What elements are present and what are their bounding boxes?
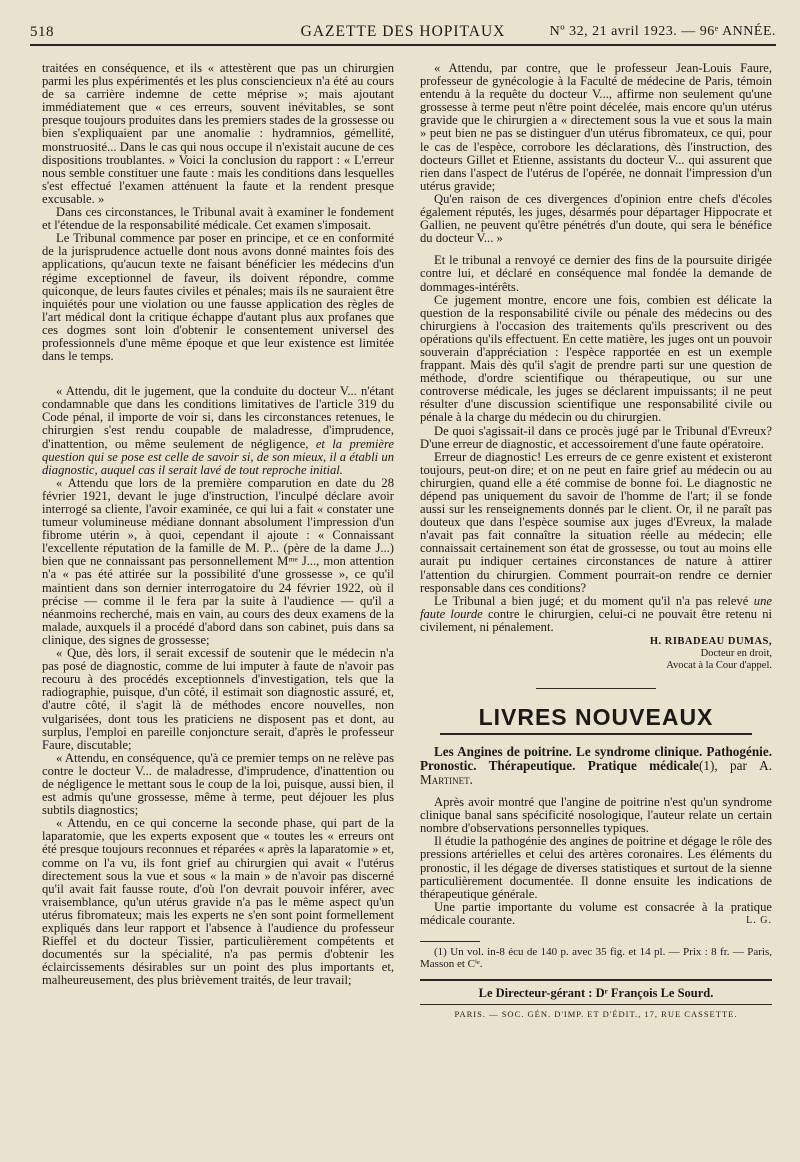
section-divider (536, 688, 656, 689)
right-column (420, 62, 772, 1021)
paragraph: Dans ces circonstances, le Tribunal avait à examiner le fondement et l'étendue de la responsabilité médicale. Cet examen s'imposait. (42, 205, 394, 233)
paragraph (420, 595, 772, 634)
paragraph: traitées en conséquence, et ils « attestèrent que pas un chirurgien parmi les plus expérimentés et les plus consciencieux n'a été au cours de sa carrière indemne de cette méprise »; mais ajoutant immédiatement que « ces erreurs, souvent inévitables, se sont presque toujours produites dans les premiers stades de la grossesse ou bien s'expliquaient par une anomalie : hydramnios, gémellité, monstruosité... Dans le cas qui nous occupe il n'existait aucune de ces dispositions troublantes. » Voici la conclusion du rapport : « L'erreur nous semble constituer une faute : mais les conditions dans lesquelles s'est effectué l'examen atténuent la faute et la rendent presque excusable. » (42, 61, 394, 206)
signature-name: H. RIBADEAU DUMAS, (649, 636, 772, 648)
paragraph: « Attendu que lors de la première comparution en date du 28 février 1921, devant le juge d'instruction, l'inculpé déclare avoir interrogé sa cliente, l'avoir examinée, ce qui lui a fait « constater une tumeur volumineuse médiane donnant absolument l'impression d'un fibrome utérin », à quoi, cependant il ajoute : « Connaissant l'excellente réputation de la famille de M. P... (père de la dame J...) bien que ne connaissant pas personnellement Mᵐᵉ J..., mon attention n'a « pas été attirée sur la possibilité d'une grossesse », ce qu'il maintient dans son dernier interrogatoire du 24 février 1922, où il précise — comme il le fera par la suite à l'audience — qu'il a néanmoins recherché, mais en vain, au cours des deux examens de la malade, auxquels il a procédé d'abord dans son cabinet, puis dans sa clinique, des signes de grossesse; (42, 475, 394, 647)
book-title-text: Les Angines de poitrine. Le syndrome clinique. Pathogénie. Pronostic. Thérapeutique. Pratique médicale (420, 744, 772, 774)
paragraph: « Attendu, en conséquence, qu'à ce premier temps on ne relève pas contre le docteur V... de maladresse, d'imprudence, d'inattention ou de négligence le mettant sous le coup de la loi, puisque, aussi bien, il est admis qu'une grossesse, même à terme, peut déjouer les plus subtils diagnostics; (42, 750, 394, 818)
signature (420, 636, 772, 672)
footnote-rule (420, 941, 480, 942)
header-rule (30, 44, 776, 46)
paragraph-text: Le Tribunal a bien jugé; et du moment qu'il n'a pas relevé (434, 593, 749, 608)
paragraph-text: « Attendu, dit le jugement, que la conduite du docteur V... n'étant condamnable que dans les conditions limitatives de l'article 319 du Code pénal, il importe de voir si, dans les circonstances retenues, le chirurgien s'est rendu coupable de maladresse, d'imprudence, d'inattention, ou même seulement de négligence, (42, 384, 394, 451)
paragraph: Ce jugement montre, encore une fois, combien est délicate la question de la responsabilité civile ou pénale des médecins ou des chirurgiens à l'occasion des traitements qu'ils prescrivent ou des opérations qu'ils effectuent. En cette matière, les juges ont un pouvoir souverain d'appréciation : l'espèce rapportée en est un exemple frappant. Mais dès qu'il s'agit de prendre parti sur une question de méthode, d'ordre scientifique ou thérapeutique, ou sur une controverse médicale, les juges se déclarent impuissants; il ne peut résulter d'une discussion scientifique une responsabilité civile ou pénale à la charge du médecin ou du chirurgien. (420, 292, 772, 425)
footnote-ref: (1) (698, 758, 715, 774)
manager-line: Le Directeur-gérant : Dʳ François Le Sourd. (478, 985, 714, 1000)
paragraph-text: contre le chirurgien, celui-ci ne pouvait être retenu ni civilement, ni pénalement. (420, 606, 773, 634)
book-title (420, 745, 772, 787)
italic-text: et la première question qui se pose est celle de savoir si, de son mieux, il a établi un diagnostic, auquel cas il serait lavé de tout reproche initial. (42, 436, 394, 477)
footer-rule (420, 979, 772, 981)
footnote: (1) Un vol. in-8 écu de 140 p. avec 35 fig. et 14 pl. — Prix : 8 fr. — Paris, Masson et Cⁱᵉ. (420, 945, 772, 971)
paragraph: « Attendu, par contre, que le professeur Jean-Louis Faure, professeur de gynécologie à la Faculté de médecine de Paris, témoin entendu à la requête du docteur V..., affirme non seulement qu'une grossesse à terme peut n'être point décelée, mais encore qu'un utérus gravide que le chirurgien a « directement sous la vue et sous la main » peut bien ne pas se distinguer d'un utérus fibromateux, ce qui, pour le cas de l'espèce, corrobore les déclarations, dès l'instruction, des docteurs Gillet et Etienne, assistants du docteur V... qui assurent que rien dans l'aspect de l'utérus de l'opérée, ne donnait l'impression d'un utérus gravide; (420, 61, 772, 193)
signature-title: Avocat à la Cour d'appel. (666, 660, 772, 672)
signature-title: Docteur en droit, (700, 648, 772, 660)
printer-line: PARIS. — SOC. GÉN. D'IMP. ET D'ÉDIT., 17, RUE CASSETTE. (420, 1004, 772, 1021)
paragraph: De quoi s'agissait-il dans ce procès jugé par le Tribunal d'Evreux? D'une erreur de diagnostic, et accessoirement d'une faute opératoire. (420, 423, 772, 451)
issue-info: Nº 32, 21 avril 1923. — 96ᵉ ANNÉE. (549, 24, 776, 39)
paragraph (42, 385, 394, 477)
paragraph: Erreur de diagnostic! Les erreurs de ce genre existent et existeront toujours, peut-on dire; et on ne peut en faire grief au médecin ou au chirurgien, quand elle a été commise de bonne foi. Le diagnostic ne dépend pas uniquement du savoir de l'homme de l'art; il se fonde aussi sur les renseignements donnés par le client. Or, il ne paraît pas douteux que dans l'espèce soumise aux juges d'Evreux, la malade n'avait pas fait connaître la situation réelle au médecin; elle connaissait certainement son état de grossesse, ou tout au moins elle aurait pu indiquer certaines circonstances de nature à attirer l'attention du chirurgien. Comment pourrait-on rendre ce dernier responsable dans ces conditions? (420, 449, 772, 595)
paragraph: Qu'en raison de ces divergences d'opinion entre chefs d'écoles également réputés, les juges, désarmés pour départager Hippocrate et Gallien, ne peuvent qu'être pénétrés d'un doute, qui sera le bénéfice du docteur V... » (420, 191, 772, 246)
left-column (42, 62, 394, 987)
book-author: A. Martinet. (420, 758, 772, 788)
paragraph: « Attendu, en ce qui concerne la seconde phase, qui part de la laparatomie, que les experts exposent que « toutes les « erreurs ont été presque toujours reconnues et réparées « après la laparatomie » et, comme on l'a vu, ils font grief au chirurgien qui avait « l'utérus directement sous la vue et sous « la main » de n'avoir pas discerné qu'il avait fait fausse route, d'où l'on devrait pouvoir inférer, avec vraisemblance, qu'un utérus gravide n'a pas le même aspect qu'un utérus fibromateux; mais les experts ne s'en sont point formellement expliqués dans leur rapport et l'absence à l'audience du professeur Rieffel et du docteur Tissier, particulièrement compétents et documentés sur la spécialité, n'a pas permis d'obtenir les éclaircissements désirables sur un point des plus importants et, malheureusement, des plus brièvement traités, de leur travail; (42, 816, 394, 988)
paragraph (420, 901, 772, 927)
section-title: LIVRES NOUVEAUX (478, 704, 714, 731)
italic-text: une faute lourde (420, 593, 772, 621)
paragraph: Et le tribunal a renvoyé ce dernier des fins de la poursuite dirigée contre lui, et déclaré en conséquence mal fondée la demande de dommages-intérêts. (420, 253, 772, 294)
by-text: , par (714, 758, 747, 774)
section-rule (440, 733, 752, 735)
page-header (30, 22, 776, 42)
paragraph-text: Une partie importante du volume est consacrée à la pratique médicale courante. (420, 899, 772, 927)
paragraph: Après avoir montré que l'angine de poitrine n'est qu'un syndrome clinique banal sans spécificité nosologique, l'auteur relate un certain nombre d'observations personnelles typiques. (420, 795, 772, 836)
page-number: 518 (30, 24, 54, 40)
paragraph: Il étudie la pathogénie des angines de poitrine et dégage le rôle des pressions artérielles et celui des artères coronaires. Les éléments du pronostic, il les dégage de diverses statistiques et surtout de la sienne particulièrement documentée. Il donne ensuite les indications de thérapeutique générale. (420, 834, 772, 901)
paragraph: « Que, dès lors, il serait excessif de soutenir que le médecin n'a pas posé de diagnostic, comme de lui imputer à faute de n'avoir pas recouru à des procédés exceptionnels d'investigation, tels que la radiographie, puisque, d'un côté, il estimait son diagnostic assuré, et, d'autre côté, il s'agit là de méthodes encore nouvelles, non vulgarisées, dont tous les praticiens ne disposent pas et dont, au surplus, l'emploi en pareille conjoncture serait, d'après le professeur Faure, discutable; (42, 646, 394, 752)
paragraph: Le Tribunal commence par poser en principe, et ce en conformité de la jurisprudence actuelle dont nous avons donné maintes fois des applications, qu'aucun texte ne faisant bénéficier les médecins d'un régime exceptionnel de faveur, ils doivent répondre, comme quiconque, de leurs fautes civiles et pénales; mais ils ne sauraient être inquiétés pour une violation ou une fausse application des règles de l'art médical dont la critique échappe d'autant plus aux profanes que ces dogmes sont loin d'obtenir le consentement universel des professionnels d'une même époque et que leur existence est limitée dans le temps. (42, 231, 394, 364)
journal-title: GAZETTE DES HOPITAUX (300, 23, 506, 40)
review-initials: L. G. (746, 914, 772, 926)
